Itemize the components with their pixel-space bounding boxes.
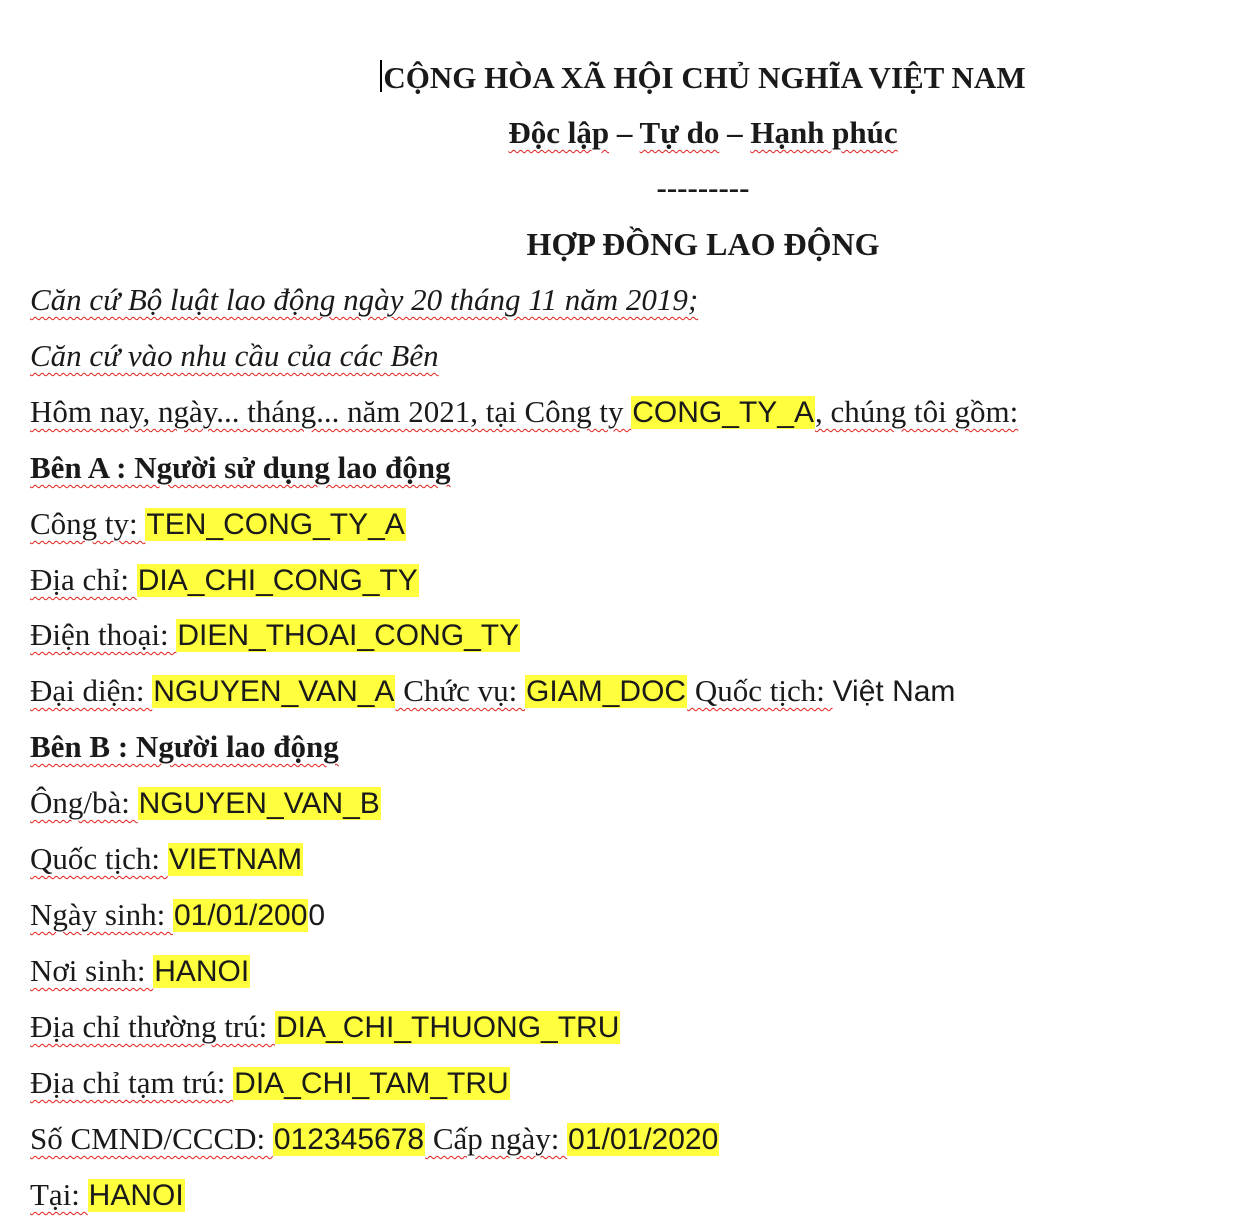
- employee-name-label: Ông/bà:: [30, 785, 138, 820]
- party-b-heading: [30, 727, 339, 767]
- party-b-heading-text: Bên B : Người lao động: [30, 729, 339, 764]
- employee-nationality-value: VIETNAM: [168, 843, 303, 876]
- party-a-address-line: [30, 560, 419, 601]
- national-title-text: CỘNG HÒA XÃ HỘI CHỦ NGHĨA VIỆT NAM: [383, 60, 1026, 95]
- intro-company-field: CONG_TY_A: [632, 396, 814, 429]
- party-b-nationality-line: [30, 839, 303, 880]
- company-phone-label: Điện thoại:: [30, 617, 177, 652]
- intro-suffix: , chúng tôi gồm:: [814, 394, 1019, 429]
- motto-part-3: Hạnh phúc: [750, 115, 898, 150]
- party-a-phone-line: [30, 615, 520, 656]
- dob-label: Ngày sinh:: [30, 897, 173, 932]
- birthplace-value: HANOI: [154, 955, 250, 988]
- basis-1-text: Căn cứ Bộ luật lao động ngày 20 tháng 11 năm 2019;: [30, 282, 699, 317]
- party-b-issue-place-line: [30, 1175, 185, 1216]
- company-label: Công ty:: [30, 506, 146, 541]
- party-a-heading-text: Bên A : Người sử dụng lao động: [30, 450, 451, 485]
- birthplace-label: Nơi sinh:: [30, 953, 154, 988]
- permanent-address-value: DIA_CHI_THUONG_TRU: [276, 1011, 620, 1044]
- position-value: GIAM_DOC: [526, 675, 687, 708]
- issue-date-label: Cấp ngày:: [425, 1121, 568, 1156]
- motto-sep-2: –: [719, 115, 751, 150]
- motto: [0, 113, 1258, 153]
- issue-place-label: Tại:: [30, 1177, 88, 1212]
- representative-label: Đại diện:: [30, 673, 153, 708]
- permanent-address-label: Địa chỉ thường trú:: [30, 1009, 275, 1044]
- employee-nationality-label: Quốc tịch:: [30, 841, 168, 876]
- header-separator: ---------: [656, 170, 750, 205]
- intro-line: [30, 392, 1018, 433]
- id-number-value: 012345678: [273, 1123, 425, 1156]
- party-b-temporary-address-line: [30, 1063, 510, 1104]
- basis-line-1: [30, 280, 698, 320]
- party-a-company-line: [30, 504, 406, 545]
- id-number-label: Số CMND/CCCD:: [30, 1121, 273, 1156]
- party-b-name-line: [30, 783, 381, 824]
- company-address-value: DIA_CHI_CONG_TY: [137, 564, 418, 597]
- dob-value-highlighted: 01/01/200: [173, 899, 308, 932]
- employee-name-value: NGUYEN_VAN_B: [138, 787, 380, 820]
- dob-value-rest: 0: [308, 899, 326, 932]
- party-a-nationality-label: Quốc tịch:: [687, 673, 833, 708]
- issue-place-value: HANOI: [88, 1179, 184, 1212]
- party-b-dob-line: [30, 895, 325, 936]
- party-a-nationality-value: Việt Nam: [832, 675, 956, 708]
- company-phone-value: DIEN_THOAI_CONG_TY: [177, 619, 520, 652]
- document-title: HỢP ĐỒNG LAO ĐỘNG: [526, 226, 880, 262]
- basis-2-text: Căn cứ vào nhu cầu của các Bên: [30, 338, 439, 373]
- temporary-address-value: DIA_CHI_TAM_TRU: [234, 1067, 509, 1100]
- position-label: Chức vụ:: [395, 673, 526, 708]
- motto-sep-1: –: [609, 115, 640, 150]
- party-a-heading: [30, 448, 450, 488]
- temporary-address-label: Địa chỉ tạm trú:: [30, 1065, 234, 1100]
- motto-part-1: Độc lập: [508, 115, 610, 150]
- company-value: TEN_CONG_TY_A: [146, 508, 405, 541]
- intro-prefix: Hôm nay, ngày... tháng... năm 2021, tại Công ty: [30, 394, 632, 429]
- party-b-birthplace-line: [30, 951, 250, 992]
- party-b-permanent-address-line: [30, 1007, 620, 1048]
- basis-line-2: [30, 336, 439, 376]
- national-title: [0, 58, 1258, 98]
- party-b-id-line: [30, 1119, 719, 1160]
- party-a-representative-line: [30, 671, 955, 712]
- issue-date-value: 01/01/2020: [568, 1123, 719, 1156]
- representative-value: NGUYEN_VAN_A: [153, 675, 395, 708]
- company-address-label: Địa chỉ:: [30, 562, 137, 597]
- motto-part-2: Tự do: [639, 115, 720, 150]
